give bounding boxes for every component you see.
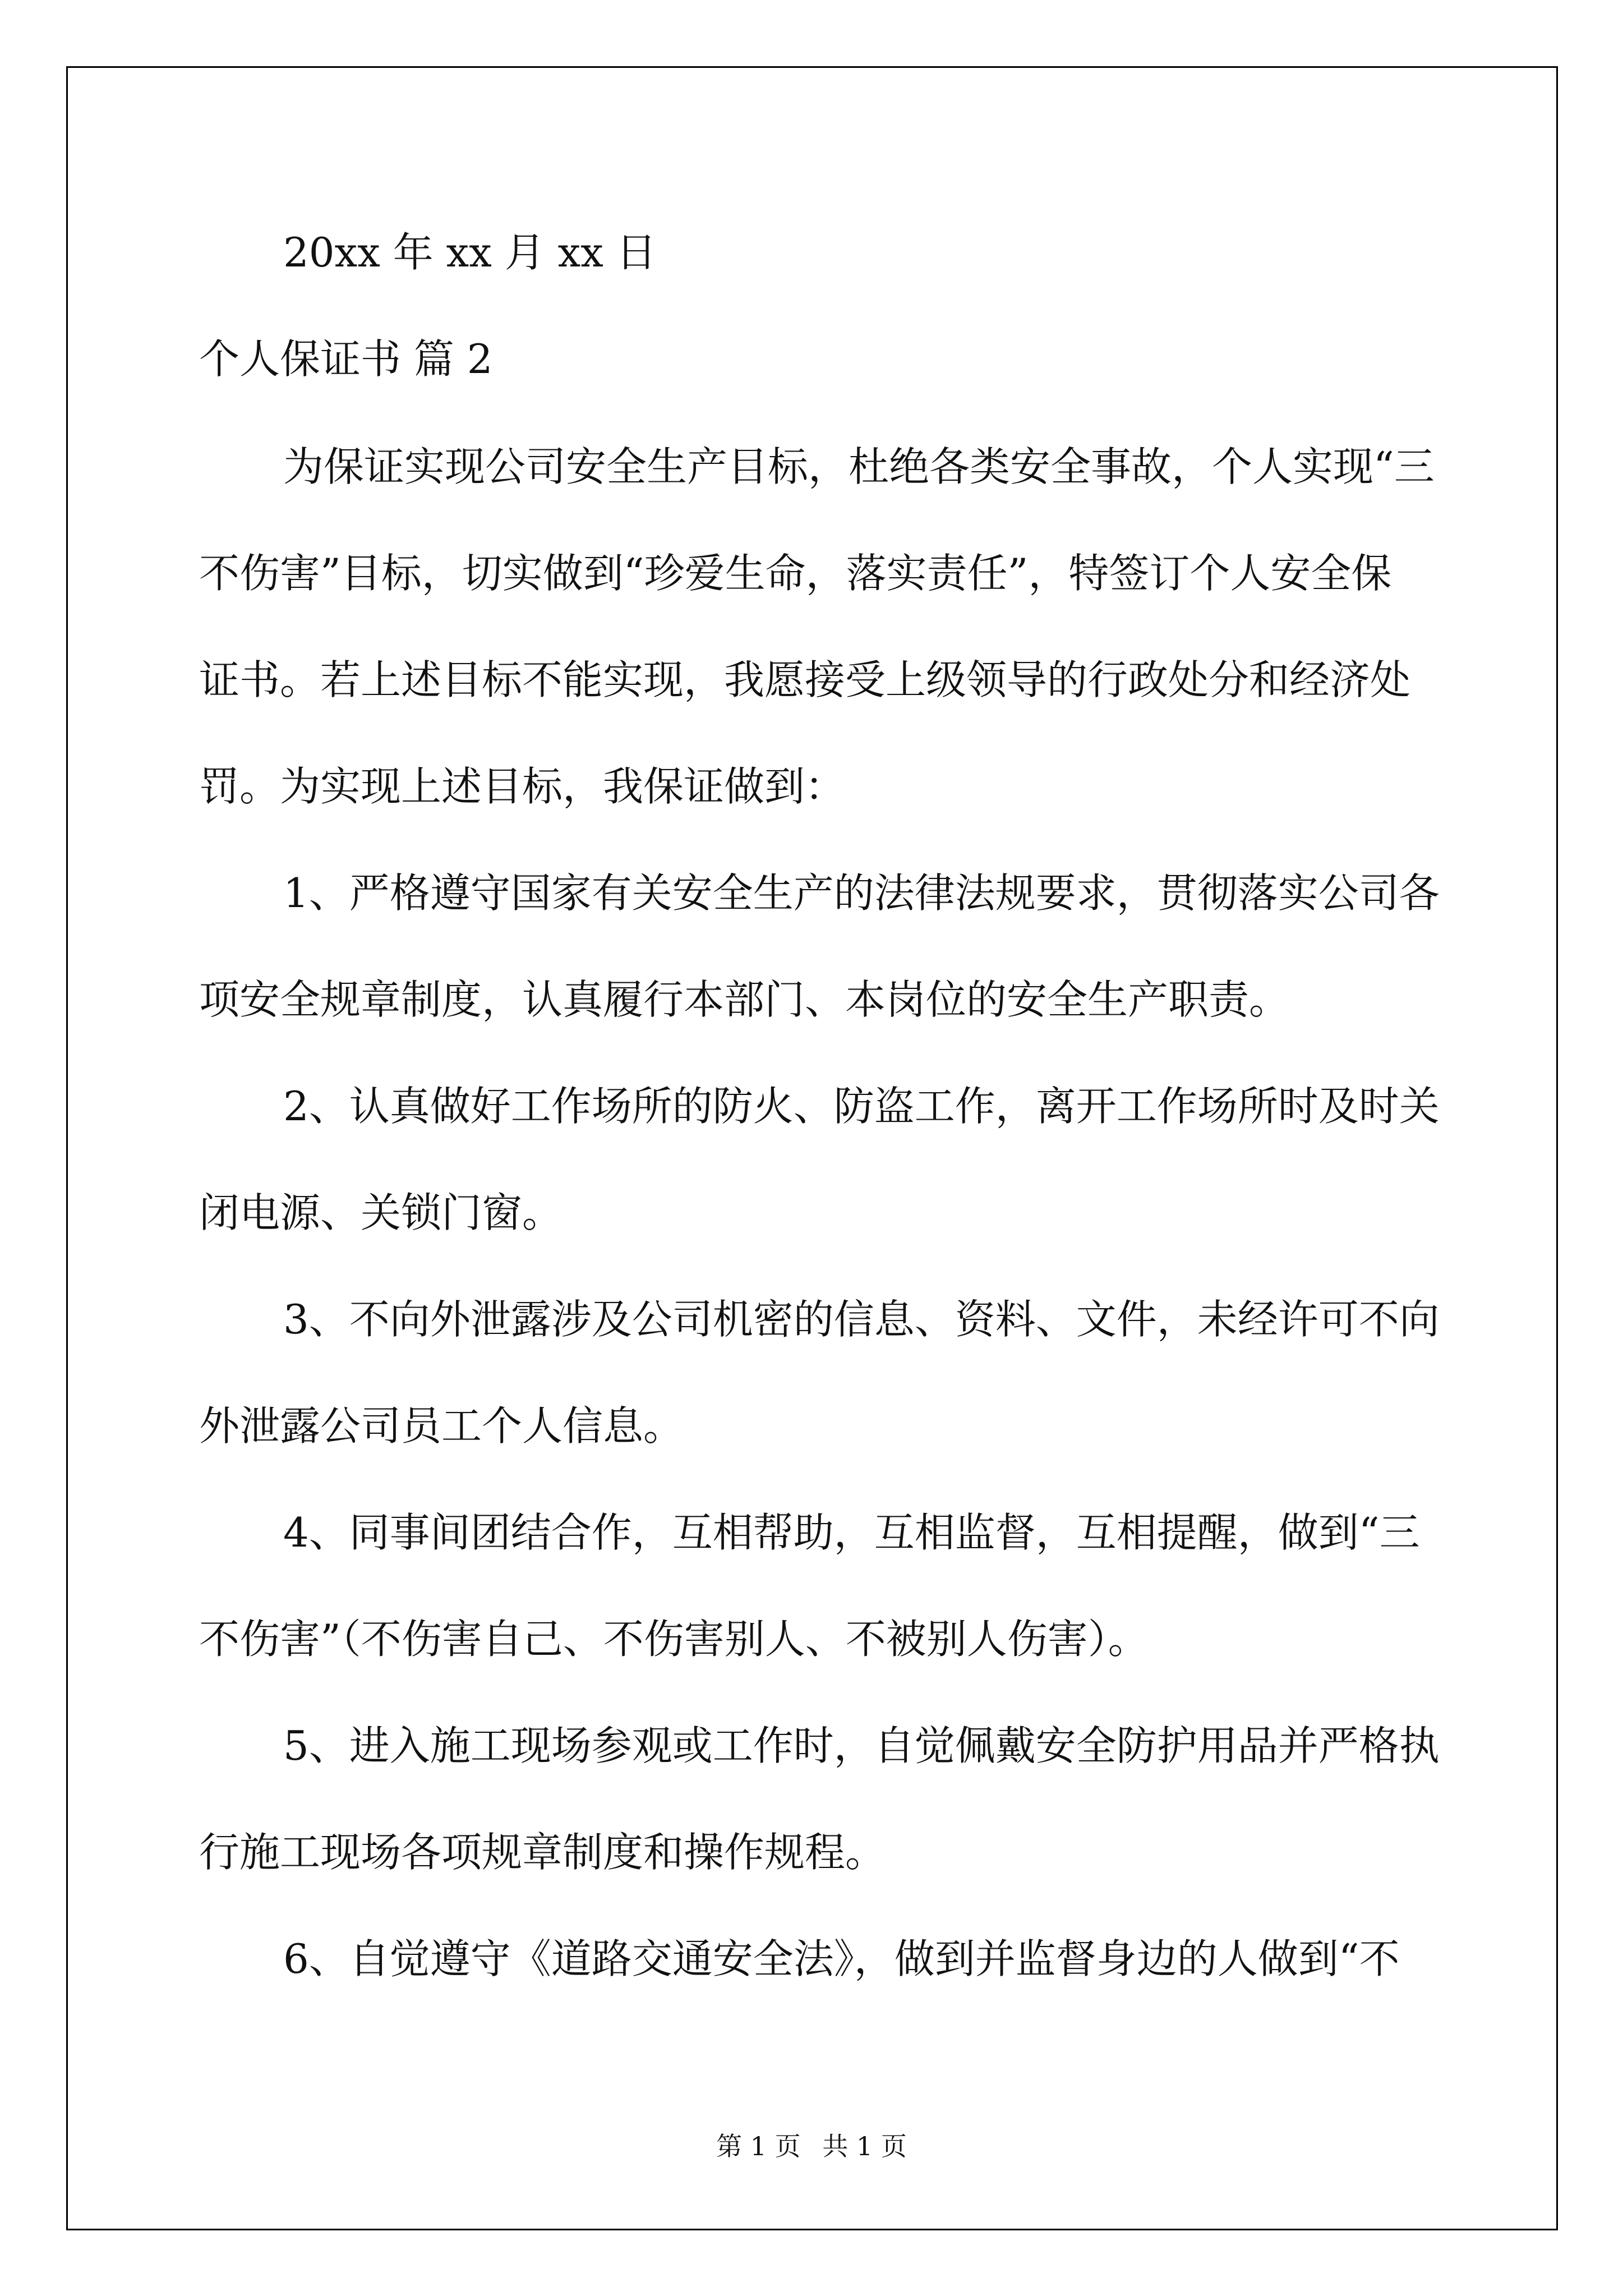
list-item-4-line: 不伤害”（不伤害自己、不伤害别人、不被别人伤害）。 (199, 1616, 1149, 1663)
paragraph-line: 证书。若上述目标不能实现，我愿接受上级领导的行政处分和经济处 (199, 656, 1411, 703)
paragraph-line: 不伤害”目标，切实做到“珍爱生命，落实责任”，特签订个人安全保 (199, 550, 1392, 597)
list-item-2-line: 闭电源、关锁门窗。 (199, 1189, 563, 1236)
list-item-1-line: 1、严格遵守国家有关安全生产的法律法规要求，贯彻落实公司各 (283, 869, 1440, 917)
list-item-4-line: 4、同事间团结合作，互相帮助，互相监督，互相提醒，做到“三 (283, 1509, 1420, 1556)
page-total: 共 1 页 (822, 2131, 907, 2161)
paragraph-line: 罚。为实现上述目标，我保证做到： (199, 763, 846, 810)
list-item-1-line: 项安全规章制度，认真履行本部门、本岗位的安全生产职责。 (199, 976, 1290, 1023)
list-item-6-line: 6、自觉遵守《道路交通安全法》，做到并监督身边的人做到“不 (283, 1935, 1400, 1982)
date-line: 20xx 年 xx 月 xx 日 (283, 229, 657, 276)
list-item-3-line: 外泄露公司员工个人信息。 (199, 1402, 684, 1450)
section-title: 个人保证书 篇 2 (199, 335, 493, 383)
list-item-5-line: 行施工现场各项规章制度和操作规程。 (199, 1829, 886, 1876)
page-number: 第 1 页 (716, 2131, 801, 2161)
list-item-2-line: 2、认真做好工作场所的防火、防盗工作，离开工作场所时及时关 (283, 1083, 1440, 1130)
page-footer (0, 2126, 1623, 2163)
paragraph-line: 为保证实现公司安全生产目标，杜绝各类安全事故，个人实现“三 (283, 443, 1435, 490)
list-item-5-line: 5、进入施工现场参观或工作时，自觉佩戴安全防护用品并严格执 (283, 1722, 1440, 1769)
list-item-3-line: 3、不向外泄露涉及公司机密的信息、资料、文件，未经许可不向 (283, 1296, 1440, 1343)
